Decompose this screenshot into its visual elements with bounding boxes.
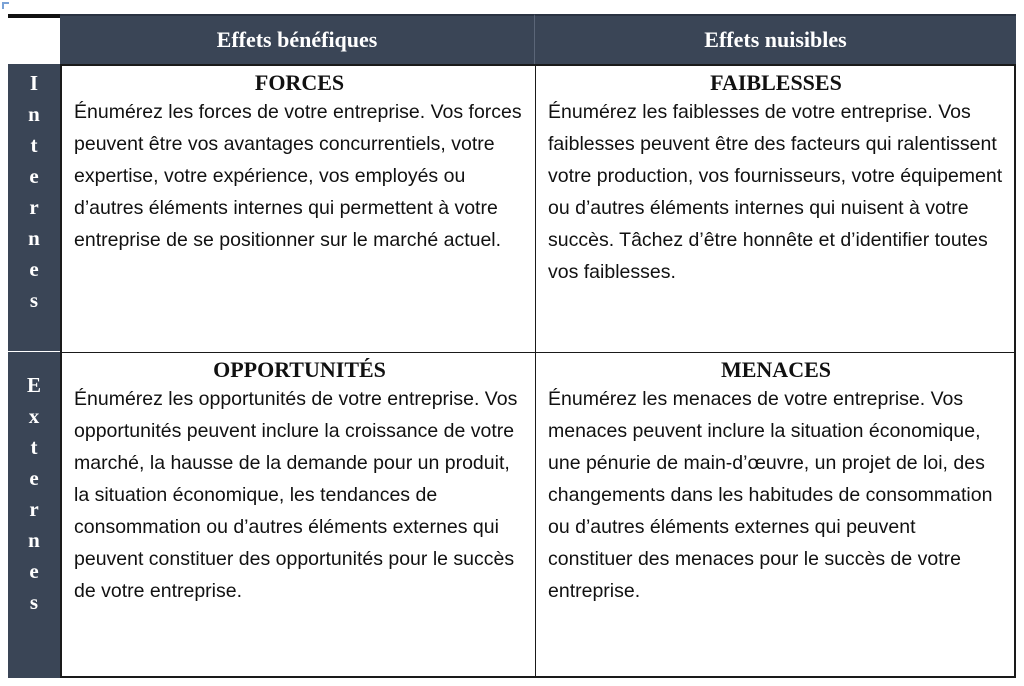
corner-mark xyxy=(2,2,9,9)
cell-forces xyxy=(60,64,536,353)
header-beneficial-effects: Effets bénéfiques xyxy=(60,14,535,64)
row-label-letter: I xyxy=(29,71,39,95)
cell-text-forces: Énumérez les forces de votre entreprise. Vos forces peuvent être vos avantages concurrentiels, votre expertise, votre expérience, vos employés ou d’autres éléments internes qui permettent à votre entreprise de se positionner sur le marché actuel. xyxy=(74,101,522,251)
cell-title-opportunites: OPPORTUNITÉS xyxy=(213,357,386,382)
row-label-letter: e xyxy=(29,257,39,281)
row-label-letter: s xyxy=(29,288,39,312)
row-label-external xyxy=(8,352,60,678)
row-label-letter: e xyxy=(29,466,39,490)
row-label-internal xyxy=(8,64,60,352)
swot-table xyxy=(8,14,1016,678)
cell-title-faiblesses: FAIBLESSES xyxy=(710,70,842,95)
row-label-letter: r xyxy=(29,195,39,219)
cell-opportunites xyxy=(60,352,536,678)
row-label-letter: x xyxy=(28,404,40,428)
table-corner xyxy=(8,14,60,68)
cell-text-menaces: Énumérez les menaces de votre entreprise. Vos menaces peuvent inclure la situation économique, une pénurie de main-d’œuvre, un projet de loi, des changements dans les habitudes de consommation ou d’autres éléments externes qui peuvent constituer des menaces pour le succès de votre entreprise. xyxy=(548,388,993,602)
cell-title-forces: FORCES xyxy=(254,70,345,95)
row-label-letter: n xyxy=(28,528,40,552)
cell-text-faiblesses: Énumérez les faiblesses de votre entreprise. Vos faiblesses peuvent être des facteurs qui ralentissent votre production, vos fournisseurs, votre équipement ou d’autres éléments internes qui nuisent à votre succès. Tâchez d’être honnête et d’identifier toutes vos faiblesses. xyxy=(548,101,1003,283)
header-harmful-effects: Effets nuisibles xyxy=(535,14,1016,64)
row-label-letter: n xyxy=(28,226,40,250)
cell-text-opportunites: Énumérez les opportunités de votre entreprise. Vos opportunités peuvent inclure la croissance de votre marché, la hausse de la demande pour un produit, la situation économique, les tendances de consommation ou d’autres éléments externes qui peuvent constituer des opportunités pour le succès de votre entreprise. xyxy=(74,388,518,602)
row-label-letter: t xyxy=(30,435,38,459)
row-label-letter: s xyxy=(29,590,39,614)
cell-title-menaces: MENACES xyxy=(720,357,831,382)
row-label-letter: E xyxy=(26,373,41,397)
row-label-letter: e xyxy=(29,164,39,188)
row-label-letter: t xyxy=(30,133,38,157)
cell-menaces xyxy=(535,352,1016,678)
row-label-letter: e xyxy=(29,559,39,583)
row-label-letter: r xyxy=(29,497,39,521)
cell-faiblesses xyxy=(535,64,1016,353)
row-label-letter: n xyxy=(28,102,40,126)
